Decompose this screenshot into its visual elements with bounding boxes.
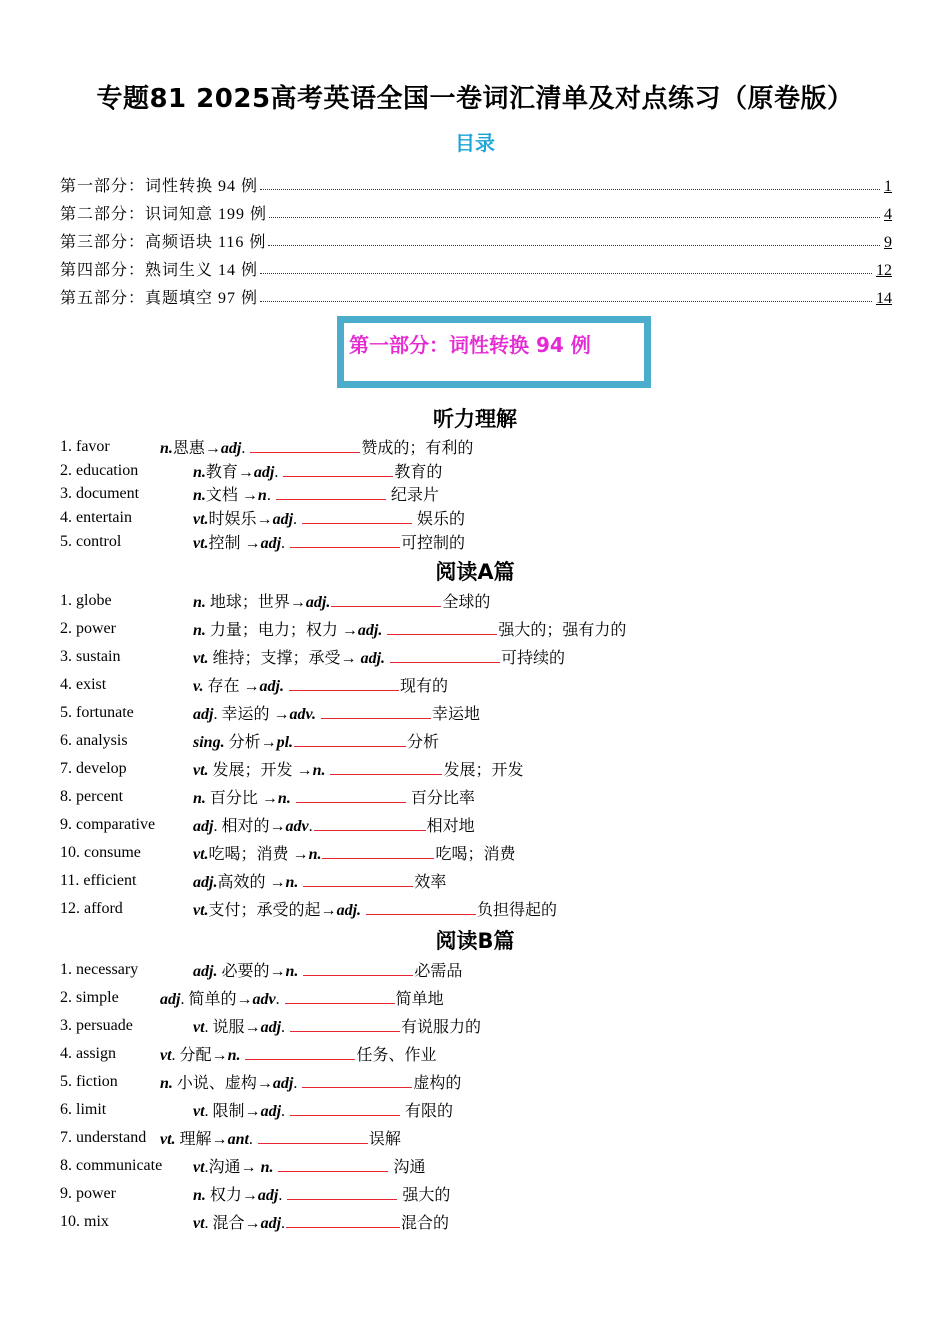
part-of-speech: vt. bbox=[193, 762, 209, 779]
vocab-word: 11. efficient bbox=[60, 872, 137, 889]
part-of-speech: v. bbox=[193, 678, 204, 695]
definition-text: . 说服→ bbox=[204, 1019, 261, 1036]
definition-text: .沟通→ bbox=[204, 1159, 261, 1176]
vocab-definition bbox=[193, 590, 490, 614]
vocab-word: 3. sustain bbox=[60, 648, 121, 665]
part-of-speech: n. bbox=[193, 790, 206, 807]
definition-text: 纪录片 bbox=[386, 487, 439, 504]
definition-text: 分析→ bbox=[224, 734, 277, 751]
definition-text: . 分配→ bbox=[171, 1047, 228, 1064]
vocab-definition bbox=[193, 898, 557, 922]
part-of-speech: n. bbox=[160, 440, 173, 457]
part-of-speech: sing. bbox=[193, 734, 225, 751]
part-of-speech: n. bbox=[193, 464, 206, 481]
definition-text bbox=[298, 963, 302, 980]
answer-blank[interactable] bbox=[387, 618, 497, 635]
part-of-speech: vt. bbox=[193, 902, 209, 919]
definition-text: 吃喝；消费 bbox=[435, 846, 516, 863]
definition-text bbox=[284, 678, 288, 695]
answer-blank[interactable] bbox=[286, 1211, 400, 1228]
definition-text: 百分比 → bbox=[205, 790, 278, 807]
definition-text: 简单地 bbox=[395, 991, 444, 1008]
answer-blank[interactable] bbox=[321, 702, 431, 719]
definition-text: 任务、作业 bbox=[356, 1047, 437, 1064]
vocab-definition bbox=[193, 531, 465, 555]
definition-text: 百分比率 bbox=[406, 790, 475, 807]
part-of-speech: vt bbox=[193, 1159, 205, 1176]
toc-page-number: 14 bbox=[876, 290, 892, 307]
definition-text: 恩惠→ bbox=[172, 440, 221, 457]
definition-text: 误解 bbox=[368, 1131, 401, 1148]
definition-text: 现有的 bbox=[399, 678, 448, 695]
part-of-speech: adj bbox=[260, 1215, 282, 1232]
vocab-word: 2. simple bbox=[60, 989, 119, 1006]
part-of-speech: n. bbox=[285, 874, 299, 891]
definition-text bbox=[240, 1047, 244, 1064]
part-of-speech: n. bbox=[277, 790, 291, 807]
definition-text: . 简单的→ bbox=[180, 991, 253, 1008]
definition-text: 控制 → bbox=[208, 535, 261, 552]
answer-blank[interactable] bbox=[245, 1043, 355, 1060]
vocab-word: 1. necessary bbox=[60, 961, 139, 978]
answer-blank[interactable] bbox=[290, 1099, 400, 1116]
vocab-word: 7. develop bbox=[60, 760, 127, 777]
definition-text: 虚构的 bbox=[413, 1075, 462, 1092]
answer-blank[interactable] bbox=[302, 507, 412, 524]
definition-text: 效率 bbox=[414, 874, 447, 891]
definition-text: 赞成的；有利的 bbox=[361, 440, 474, 457]
toc-leader-dots bbox=[260, 273, 872, 274]
part-of-speech: vt. bbox=[193, 511, 209, 528]
part-of-speech: adj bbox=[272, 1075, 294, 1092]
vocab-definition bbox=[193, 674, 448, 698]
answer-blank[interactable] bbox=[250, 436, 360, 453]
part-of-speech: vt. bbox=[193, 650, 209, 667]
definition-text: 存在 → bbox=[203, 678, 260, 695]
vocab-word: 2. education bbox=[60, 462, 139, 479]
part-of-speech: adj. bbox=[336, 902, 362, 919]
answer-blank[interactable] bbox=[290, 1015, 400, 1032]
definition-text: . bbox=[281, 1103, 290, 1120]
vocab-definition bbox=[193, 786, 475, 810]
part-of-speech: vt bbox=[193, 1019, 205, 1036]
toc-entry[interactable] bbox=[60, 224, 892, 252]
vocab-definition bbox=[193, 870, 446, 894]
definition-text bbox=[316, 706, 320, 723]
toc-page-number: 9 bbox=[884, 234, 892, 251]
definition-text: . 限制→ bbox=[204, 1103, 261, 1120]
definition-text: 可控制的 bbox=[401, 535, 466, 552]
vocab-definition bbox=[193, 842, 515, 866]
definition-text: . bbox=[241, 440, 250, 457]
part-of-speech: n. bbox=[160, 1075, 173, 1092]
vocab-word: 9. comparative bbox=[60, 816, 156, 833]
part-of-speech: adv bbox=[285, 818, 309, 835]
definition-text: 幸运地 bbox=[431, 706, 480, 723]
vocab-word: 10. consume bbox=[60, 844, 141, 861]
vocab-word: 6. limit bbox=[60, 1101, 107, 1118]
part-of-speech: n. bbox=[193, 1187, 206, 1204]
vocab-definition bbox=[160, 1127, 401, 1151]
answer-blank[interactable] bbox=[287, 1183, 397, 1200]
part-of-speech: adv bbox=[252, 991, 276, 1008]
part-title-box bbox=[337, 316, 651, 388]
part-of-speech: adj. bbox=[193, 963, 218, 980]
part-of-speech: vt. bbox=[193, 535, 209, 552]
part-of-speech: n. bbox=[227, 1047, 241, 1064]
toc-page-number: 1 bbox=[884, 178, 892, 195]
vocab-definition bbox=[193, 618, 626, 642]
definition-text bbox=[273, 1159, 277, 1176]
toc-entry[interactable] bbox=[60, 196, 892, 224]
part-of-speech: adj bbox=[260, 535, 282, 552]
vocab-definition bbox=[193, 1099, 453, 1123]
toc-entry-label: 第一部分：词性转换 94 例 bbox=[60, 178, 259, 195]
toc-leader-dots bbox=[260, 189, 880, 190]
definition-text: 维持；支撑；承受→ bbox=[208, 650, 361, 667]
definition-text: 力量；电力；权力 → bbox=[205, 622, 358, 639]
definition-text: 发展；开发 bbox=[443, 762, 524, 779]
definition-text: 小说、虚构→ bbox=[172, 1075, 273, 1092]
definition-text bbox=[382, 622, 386, 639]
vocab-definition bbox=[193, 1211, 449, 1235]
vocab-definition bbox=[193, 814, 475, 838]
part-of-speech: vt bbox=[160, 1047, 172, 1064]
definition-text: . bbox=[293, 511, 302, 528]
answer-blank[interactable] bbox=[303, 959, 413, 976]
definition-text: . bbox=[275, 991, 284, 1008]
definition-text: 发展；开发 → bbox=[208, 762, 313, 779]
section-heading: 阅读B篇 bbox=[435, 929, 515, 953]
part-of-speech: vt bbox=[193, 1215, 205, 1232]
definition-text: 相对地 bbox=[426, 818, 475, 835]
part-of-speech: adj bbox=[193, 818, 214, 835]
part-of-speech: adv. bbox=[289, 706, 316, 723]
toc-entry-label: 第五部分：真题填空 97 例 bbox=[60, 290, 259, 307]
part-of-speech: vt. bbox=[160, 1131, 176, 1148]
definition-text: 可持续的 bbox=[501, 650, 566, 667]
part-of-speech: adj. bbox=[305, 594, 331, 611]
toc-page-number: 12 bbox=[876, 262, 892, 279]
definition-text: . bbox=[278, 1187, 287, 1204]
vocab-word: 1. globe bbox=[60, 592, 112, 609]
definition-text: 吃喝；消费 → bbox=[208, 846, 309, 863]
answer-blank[interactable] bbox=[302, 1071, 412, 1088]
vocab-definition bbox=[193, 730, 439, 754]
vocab-word: 5. fiction bbox=[60, 1073, 118, 1090]
vocab-word: 4. exist bbox=[60, 676, 107, 693]
part-of-speech: adj bbox=[272, 511, 294, 528]
vocab-definition bbox=[193, 1015, 481, 1039]
vocab-word: 5. control bbox=[60, 533, 122, 550]
vocab-definition bbox=[193, 1183, 450, 1207]
answer-blank[interactable] bbox=[303, 870, 413, 887]
part-of-speech: n. bbox=[308, 846, 322, 863]
answer-blank[interactable] bbox=[366, 898, 476, 915]
answer-blank[interactable] bbox=[258, 1127, 368, 1144]
toc-entry-label: 第二部分：识词知意 199 例 bbox=[60, 206, 268, 223]
vocab-definition bbox=[193, 646, 565, 670]
toc-heading: 目录 bbox=[455, 131, 495, 155]
vocab-word: 9. power bbox=[60, 1185, 116, 1202]
answer-blank[interactable] bbox=[285, 987, 395, 1004]
definition-text: . bbox=[281, 1019, 290, 1036]
section-heading: 听力理解 bbox=[433, 407, 517, 431]
part-of-speech: n. bbox=[193, 594, 206, 611]
part-of-speech: n. bbox=[260, 1159, 274, 1176]
definition-text: . bbox=[266, 487, 275, 504]
toc-entry[interactable] bbox=[60, 280, 892, 308]
part-of-speech: ant bbox=[227, 1131, 249, 1148]
answer-blank[interactable] bbox=[330, 758, 442, 775]
toc-page-number: 4 bbox=[884, 206, 892, 223]
vocab-word: 7. understand bbox=[60, 1129, 147, 1146]
part-title: 第一部分：词性转换 94 例 bbox=[349, 333, 591, 357]
vocab-word: 12. afford bbox=[60, 900, 123, 917]
definition-text: 支付；承受的起→ bbox=[208, 902, 337, 919]
vocab-definition bbox=[160, 436, 473, 460]
definition-text: 全球的 bbox=[442, 594, 491, 611]
definition-text: 有限的 bbox=[401, 1103, 454, 1120]
definition-text: . bbox=[308, 818, 313, 835]
vocab-definition bbox=[193, 959, 462, 983]
part-of-speech: adj bbox=[160, 991, 181, 1008]
vocab-word: 4. entertain bbox=[60, 509, 132, 526]
part-of-speech: adj bbox=[253, 464, 275, 481]
answer-blank[interactable] bbox=[390, 646, 500, 663]
answer-blank[interactable] bbox=[296, 786, 406, 803]
definition-text: 负担得起的 bbox=[477, 902, 558, 919]
definition-text: 沟通 bbox=[389, 1159, 426, 1176]
part-of-speech: n bbox=[257, 487, 267, 504]
vocab-definition bbox=[160, 1071, 461, 1095]
definition-text bbox=[291, 790, 295, 807]
vocab-word: 3. persuade bbox=[60, 1017, 133, 1034]
definition-text: 理解→ bbox=[175, 1131, 228, 1148]
toc-entry-label: 第三部分：高频语块 116 例 bbox=[60, 234, 267, 251]
toc-leader-dots bbox=[269, 217, 880, 218]
answer-blank[interactable] bbox=[276, 483, 386, 500]
vocab-definition bbox=[193, 483, 439, 507]
vocab-word: 5. fortunate bbox=[60, 704, 134, 721]
toc-entry[interactable] bbox=[60, 168, 892, 196]
part-of-speech: adj. bbox=[259, 678, 284, 695]
part-of-speech: adj bbox=[260, 1019, 282, 1036]
definition-text: 教育→ bbox=[205, 464, 254, 481]
definition-text: . 相对的→ bbox=[213, 818, 286, 835]
answer-blank[interactable] bbox=[314, 814, 426, 831]
definition-text: 强大的 bbox=[398, 1187, 451, 1204]
definition-text: . 幸运的 → bbox=[213, 706, 290, 723]
part-of-speech: adj. bbox=[360, 650, 386, 667]
answer-blank[interactable] bbox=[290, 531, 400, 548]
definition-text: 必需品 bbox=[414, 963, 463, 980]
part-of-speech: adj bbox=[260, 1103, 282, 1120]
definition-text: . bbox=[293, 1075, 302, 1092]
vocab-word: 1. favor bbox=[60, 438, 110, 455]
vocab-word: 10. mix bbox=[60, 1213, 109, 1230]
definition-text: 混合的 bbox=[401, 1215, 450, 1232]
toc-entry[interactable] bbox=[60, 252, 892, 280]
answer-blank[interactable] bbox=[289, 674, 399, 691]
vocab-definition bbox=[193, 507, 465, 531]
vocab-word: 4. assign bbox=[60, 1045, 116, 1062]
vocab-word: 6. analysis bbox=[60, 732, 128, 749]
part-of-speech: n. bbox=[193, 487, 206, 504]
section-heading: 阅读A篇 bbox=[435, 560, 515, 584]
vocab-definition bbox=[193, 702, 480, 726]
part-of-speech: vt bbox=[193, 1103, 205, 1120]
vocab-definition bbox=[193, 1155, 425, 1179]
definition-text: 必要的→ bbox=[217, 963, 286, 980]
answer-blank[interactable] bbox=[278, 1155, 388, 1172]
part-of-speech: n. bbox=[312, 762, 326, 779]
definition-text bbox=[361, 902, 365, 919]
vocab-definition bbox=[193, 460, 442, 484]
definition-text: 文档 → bbox=[205, 487, 258, 504]
definition-text: 有说服力的 bbox=[401, 1019, 482, 1036]
answer-blank[interactable] bbox=[322, 842, 434, 859]
toc-leader-dots bbox=[268, 245, 880, 246]
definition-text: 权力→ bbox=[205, 1187, 258, 1204]
part-of-speech: adj. bbox=[357, 622, 383, 639]
vocab-definition bbox=[160, 987, 444, 1011]
definition-text: . bbox=[248, 1131, 257, 1148]
vocab-definition bbox=[193, 758, 523, 782]
definition-text: 高效的 → bbox=[217, 874, 286, 891]
definition-text: 分析 bbox=[407, 734, 440, 751]
part-of-speech: n. bbox=[193, 622, 206, 639]
vocab-word: 3. document bbox=[60, 485, 140, 502]
vocab-definition bbox=[160, 1043, 436, 1067]
toc-leader-dots bbox=[260, 301, 872, 302]
definition-text bbox=[385, 650, 389, 667]
answer-blank[interactable] bbox=[283, 460, 393, 477]
definition-text: . bbox=[281, 535, 290, 552]
definition-text: . bbox=[274, 464, 283, 481]
part-of-speech: adj. bbox=[193, 874, 218, 891]
part-of-speech: adj bbox=[193, 706, 214, 723]
definition-text bbox=[325, 762, 329, 779]
part-of-speech: n. bbox=[285, 963, 299, 980]
definition-text: . bbox=[281, 1215, 286, 1232]
part-of-speech: vt. bbox=[193, 846, 209, 863]
page-title: 专题81 2025高考英语全国一卷词汇清单及对点练习（原卷版） bbox=[96, 84, 854, 114]
vocab-word: 2. power bbox=[60, 620, 116, 637]
definition-text: 娱乐的 bbox=[413, 511, 466, 528]
definition-text: 教育的 bbox=[394, 464, 443, 481]
definition-text: 强大的；强有力的 bbox=[498, 622, 627, 639]
definition-text: . 混合→ bbox=[204, 1215, 261, 1232]
toc-entry-label: 第四部分：熟词生义 14 例 bbox=[60, 262, 259, 279]
part-of-speech: pl. bbox=[276, 734, 294, 751]
table-of-contents bbox=[60, 168, 892, 308]
definition-text: 地球；世界→ bbox=[205, 594, 306, 611]
vocab-word: 8. communicate bbox=[60, 1157, 163, 1174]
vocab-word: 8. percent bbox=[60, 788, 124, 805]
answer-blank[interactable] bbox=[294, 730, 406, 747]
definition-text: 时娱乐→ bbox=[208, 511, 273, 528]
answer-blank[interactable] bbox=[331, 590, 441, 607]
part-of-speech: adj bbox=[220, 440, 242, 457]
part-of-speech: adj bbox=[257, 1187, 279, 1204]
definition-text bbox=[298, 874, 302, 891]
